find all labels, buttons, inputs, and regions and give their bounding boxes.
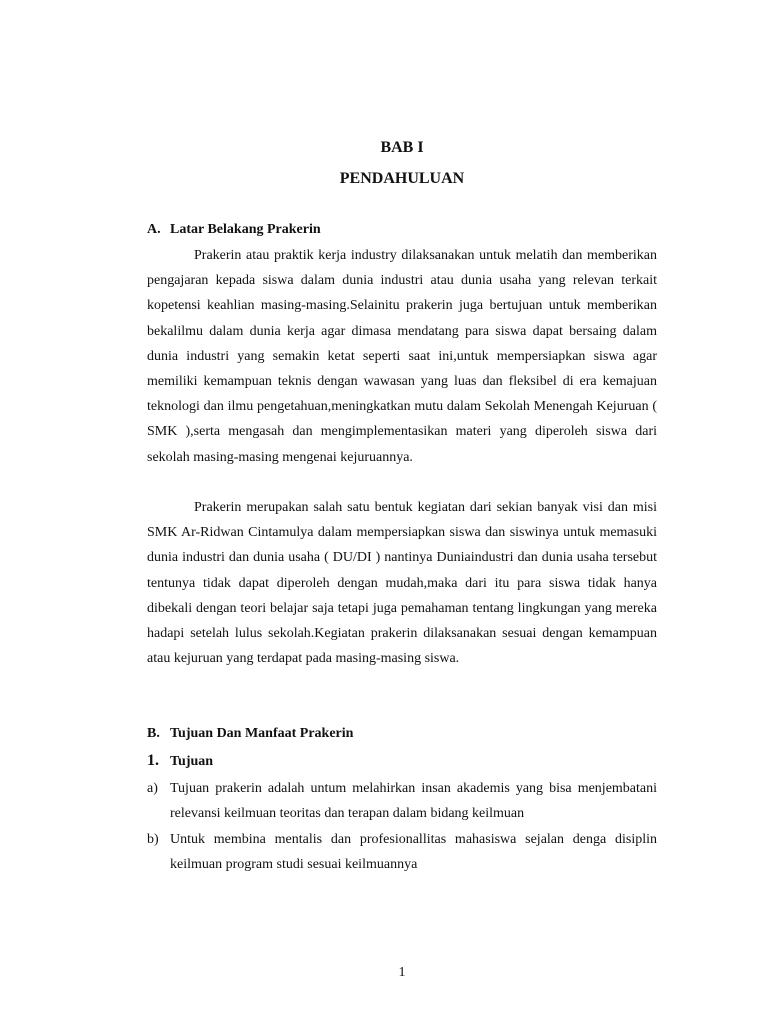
section-b-heading <box>147 725 353 743</box>
list-item-marker: a) <box>147 781 158 796</box>
section-a-title: Latar Belakang Prakerin <box>170 222 321 237</box>
section-b-label: B. <box>147 726 160 741</box>
chapter-label: BAB I <box>380 139 424 156</box>
list-item-text: Untuk membina mentalis dan profesionallitas mahasiswa sejalan denga disiplin keilmuan program studi sesuai keilmuannya <box>170 832 657 873</box>
paragraph-1 <box>147 243 657 470</box>
page-number: 1 <box>398 965 406 980</box>
paragraph-1-text: Prakerin atau praktik kerja industry dilaksanakan untuk melatih dan memberikan pengajaran kepada siswa dalam dunia industri atau dunia usaha yang relevan terkait kopetensi keahlian masing-masing.Selainitu prakerin juga bertujuan untuk memberikan bekalilmu dalam dunia kerja agar dimasa mendatang para siswa dapat bersaing dalam dunia industri yang semakin ketat seperti saat ini,untuk mempersiapkan siswa agar memiliki kemampuan teknis dengan wawasan yang luas dan fleksibel di era kemajuan teknologi dan ilmu pengetahuan,meningkatkan mutu dalam Sekolah Menengah Kejuruan ( SMK ),serta mengasah dan mengimplementasikan materi yang diperoleh siswa dari sekolah masing-masing mengenai kejuruannya. <box>147 248 657 465</box>
subsection-heading <box>147 752 213 771</box>
list-item-text: Tujuan prakerin adalah untum melahirkan insan akademis yang bisa menjembatani relevansi keilmuan teoritas dan terapan dalam bidang keilmuan <box>170 781 657 822</box>
list-item-marker: b) <box>147 832 159 847</box>
paragraph-2-text: Prakerin merupakan salah satu bentuk kegiatan dari sekian banyak visi dan misi SMK Ar-Ridwan Cintamulya dalam mempersiapkan siswa dan siswinya untuk memasuki dunia industri dan dunia usaha ( DU/DI ) nantinya Duniaindustri dan dunia usaha tersebut tentunya tidak dapat diperoleh dengan mudah,maka dari itu para siswa tidak hanya dibekali dengan teori belajar saja tetapi juga pemahaman tentang lingkungan yang mereka hadapi setelah lulus sekolah.Kegiatan prakerin dilaksanakan sesuai dengan kemampuan atau kejuruan yang terdapat pada masing-masing siswa. <box>147 500 657 667</box>
subsection-title: Tujuan <box>170 754 214 769</box>
paragraph-2 <box>147 495 657 671</box>
section-a-label: A. <box>147 222 161 237</box>
section-b-title: Tujuan Dan Manfaat Prakerin <box>170 726 354 741</box>
chapter-title: PENDAHULUAN <box>339 170 465 187</box>
section-a-heading <box>147 221 321 239</box>
subsection-number: 1. <box>147 752 159 769</box>
list-item <box>147 827 657 877</box>
list-item <box>147 776 657 826</box>
